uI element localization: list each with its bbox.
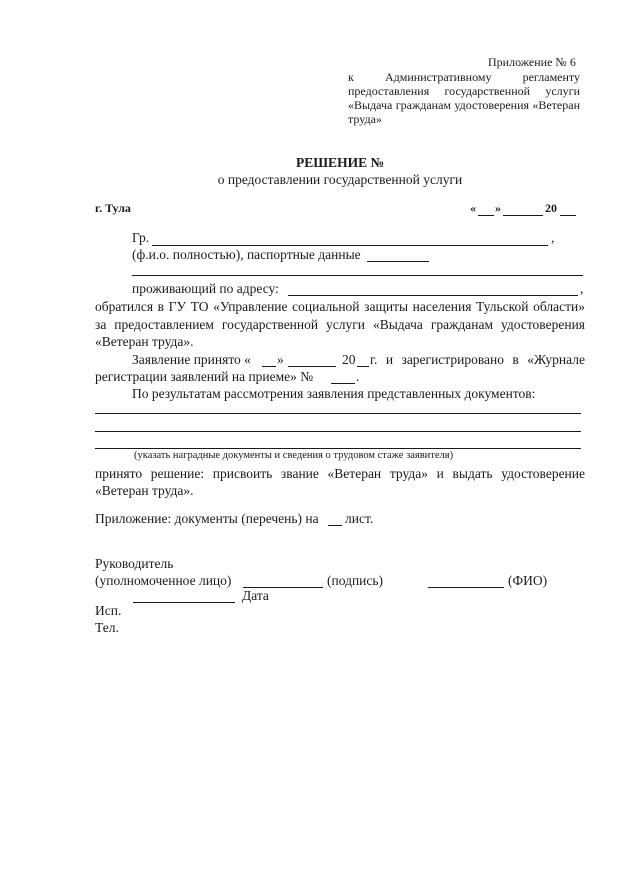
statement-day-line <box>262 366 276 367</box>
appendix-line-2: предоставления государственной услуги <box>348 84 580 98</box>
appendix-line-3: «Выдача гражданам удостоверения «Ветеран <box>348 98 580 112</box>
statement-text-d: г. и зарегистрировано в «Журнале <box>370 352 585 367</box>
statement-text-c: 20 <box>342 352 356 367</box>
results-hint: (указать наградные документы и сведения о трудовом стаже заявителя) <box>134 450 454 461</box>
fio-line <box>428 587 504 588</box>
executor-label: Исп. <box>95 603 122 618</box>
address-comma: , <box>580 281 584 296</box>
results-label: По результатам рассмотрения заявления представленных документов: <box>132 386 536 401</box>
passport-line <box>367 261 429 262</box>
appendix-line-1: к Административному регламенту <box>348 70 580 84</box>
results-line-3 <box>95 448 581 449</box>
date-sign-label: Дата <box>242 588 269 603</box>
decision-line-1: принято решение: присвоить звание «Ветеран труда» и выдать удостоверение <box>95 466 585 481</box>
appendix-title: Приложение № 6 <box>488 55 576 69</box>
passport-line-2 <box>132 275 583 276</box>
attachment-sheets: лист. <box>345 511 374 526</box>
service-line-2: «Ветеран труда». <box>95 334 194 349</box>
register-label: регистрации заявлений на приеме» № <box>95 369 314 384</box>
appendix-line-4: труда» <box>348 112 382 126</box>
statement-month-line <box>288 366 336 367</box>
date-day-line <box>478 215 494 216</box>
decision-line-2: «Ветеран труда». <box>95 483 194 498</box>
results-line-1 <box>95 413 581 414</box>
attachment-count-line <box>328 525 342 526</box>
fio-label: (ФИО) <box>508 573 548 588</box>
date-sign-line <box>133 602 235 603</box>
date-month-line <box>503 215 543 216</box>
statement-year-line <box>357 366 369 367</box>
document-subtitle: о предоставлении государственной услуги <box>217 172 463 187</box>
citizen-name-line <box>152 245 548 246</box>
statement-text-b: » <box>277 352 284 367</box>
register-number-line <box>331 383 355 384</box>
service-line-1: за предоставлением государственной услуги «Выдача гражданам удостоверения <box>95 317 585 332</box>
place-label: г. Тула <box>95 201 131 215</box>
fio-passport-label: (ф.и.о. полностью), паспортные данные <box>132 247 361 262</box>
authorized-label: (уполномоченное лицо) <box>95 573 232 588</box>
date-quote-close: » <box>495 201 501 215</box>
date-year-line <box>560 215 576 216</box>
date-quote-open: « <box>470 201 476 215</box>
address-line <box>288 295 578 296</box>
date-year-prefix: 20 <box>545 201 557 215</box>
applied-line: обратился в ГУ ТО «Управление социальной защиты населения Тульской области» <box>95 299 585 314</box>
attachment-label: Приложение: документы (перечень) на <box>95 511 319 526</box>
register-period: . <box>356 369 360 384</box>
head-label: Руководитель <box>95 556 174 571</box>
address-label: проживающий по адресу: <box>132 281 279 296</box>
citizen-comma: , <box>551 230 555 245</box>
signature-label: (подпись) <box>327 573 384 588</box>
statement-text-a: Заявление принято « <box>132 352 251 367</box>
document-title: РЕШЕНИЕ № <box>295 155 385 170</box>
results-line-2 <box>95 431 581 432</box>
citizen-label: Гр. <box>132 230 150 245</box>
phone-label: Тел. <box>95 620 119 635</box>
